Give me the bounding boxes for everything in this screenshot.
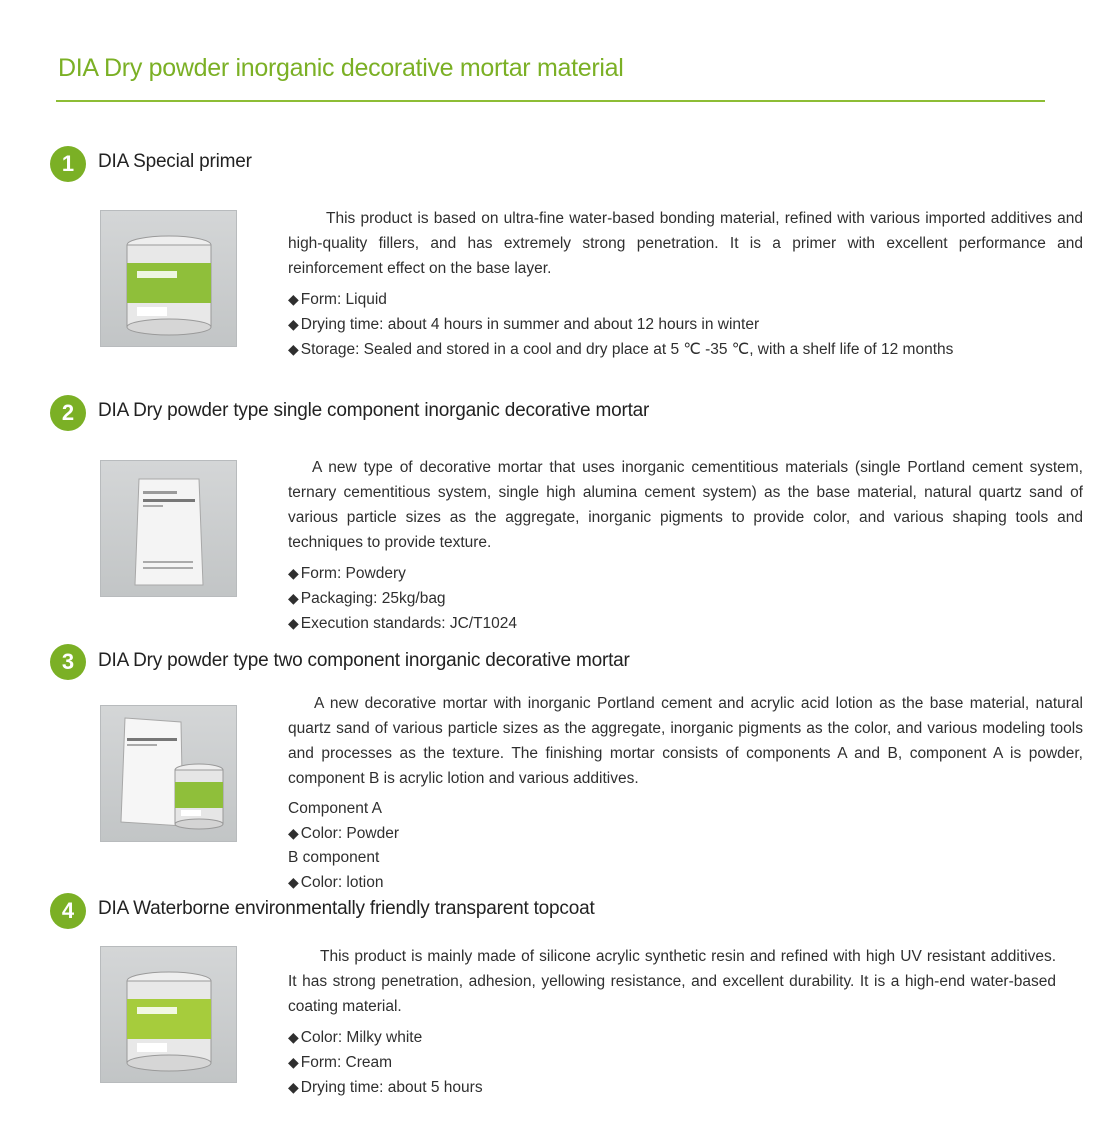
spec-item: ◆ Form: Powdery bbox=[288, 565, 406, 582]
spec-item: ◆ Color: Milky white bbox=[288, 1029, 423, 1046]
spec-item: ◆ Storage: Sealed and stored in a cool and dry place at 5 ℃ -35 ℃, with a shelf life of 12 months bbox=[288, 341, 954, 358]
section-text bbox=[288, 206, 1083, 362]
component-b-label: B component bbox=[288, 849, 380, 866]
section-number-badge: 2 bbox=[50, 395, 86, 431]
page-title: DIA Dry powder inorganic decorative mortar material bbox=[58, 54, 624, 82]
spec-item: ◆ Execution standards: JC/T1024 bbox=[288, 615, 518, 632]
product-image-bag-and-can bbox=[100, 705, 237, 842]
section-number-badge: 3 bbox=[50, 644, 86, 680]
title-divider bbox=[56, 100, 1045, 102]
component-a-label: Component A bbox=[288, 800, 382, 817]
section-description: A new type of decorative mortar that uses inorganic cementitious materials (single Portland cement system, ternary cementitious system, single high alumina cement system) as the base material, natural quartz sand of various particle sizes as the aggregate, inorganic pigments to provide color, and various shaping tools and techniques to provide texture. bbox=[288, 459, 1083, 551]
section-title: DIA Dry powder type two component inorganic decorative mortar bbox=[98, 650, 630, 671]
spec-item: ◆ Drying time: about 5 hours bbox=[288, 1079, 483, 1096]
section-description: This product is based on ultra-fine water-based bonding material, refined with various imported additives and high-quality fillers, and has extremely strong penetration. It is a primer with excellent performance and reinforcement effect on the base layer. bbox=[288, 210, 1083, 277]
spec-item: ◆ Color: lotion bbox=[288, 874, 384, 891]
spec-item: ◆ Form: Cream bbox=[288, 1054, 393, 1071]
section-text bbox=[288, 691, 1083, 895]
spec-item: ◆ Form: Liquid bbox=[288, 291, 387, 308]
spec-item: ◆ Drying time: about 4 hours in summer and about 12 hours in winter bbox=[288, 316, 760, 333]
powder-bag-icon bbox=[131, 473, 207, 589]
product-image-primer-can bbox=[100, 210, 237, 347]
spec-item: ◆ Packaging: 25kg/bag bbox=[288, 590, 446, 607]
spec-item: ◆ Color: Powder bbox=[288, 825, 399, 842]
section-number-badge: 1 bbox=[50, 146, 86, 182]
section-text bbox=[288, 944, 1056, 1100]
bag-and-can-icon bbox=[111, 712, 229, 836]
product-image-powder-bag bbox=[100, 460, 237, 597]
section-title: DIA Special primer bbox=[98, 151, 252, 172]
section-number-badge: 4 bbox=[50, 893, 86, 929]
section-title: DIA Dry powder type single component inorganic decorative mortar bbox=[98, 400, 650, 421]
section-description: This product is mainly made of silicone acrylic synthetic resin and refined with high UV resistant additives. It has strong penetration, adhesion, yellowing resistance, and excellent durability. It is a high-end water-based coating material. bbox=[288, 948, 1056, 1015]
paint-can-icon bbox=[123, 233, 215, 337]
paint-can-icon bbox=[123, 969, 215, 1073]
section-title: DIA Waterborne environmentally friendly transparent topcoat bbox=[98, 898, 595, 919]
section-description: A new decorative mortar with inorganic Portland cement and acrylic acid lotion as the base material, natural quartz sand of various particle sizes as the aggregate, inorganic pigments as the color, and various modeling tools and processes as the texture. The finishing mortar consists of components A and B, component A is powder, component B is acrylic lotion and various additives. bbox=[288, 695, 1083, 787]
section-text bbox=[288, 455, 1083, 636]
product-image-topcoat-can bbox=[100, 946, 237, 1083]
